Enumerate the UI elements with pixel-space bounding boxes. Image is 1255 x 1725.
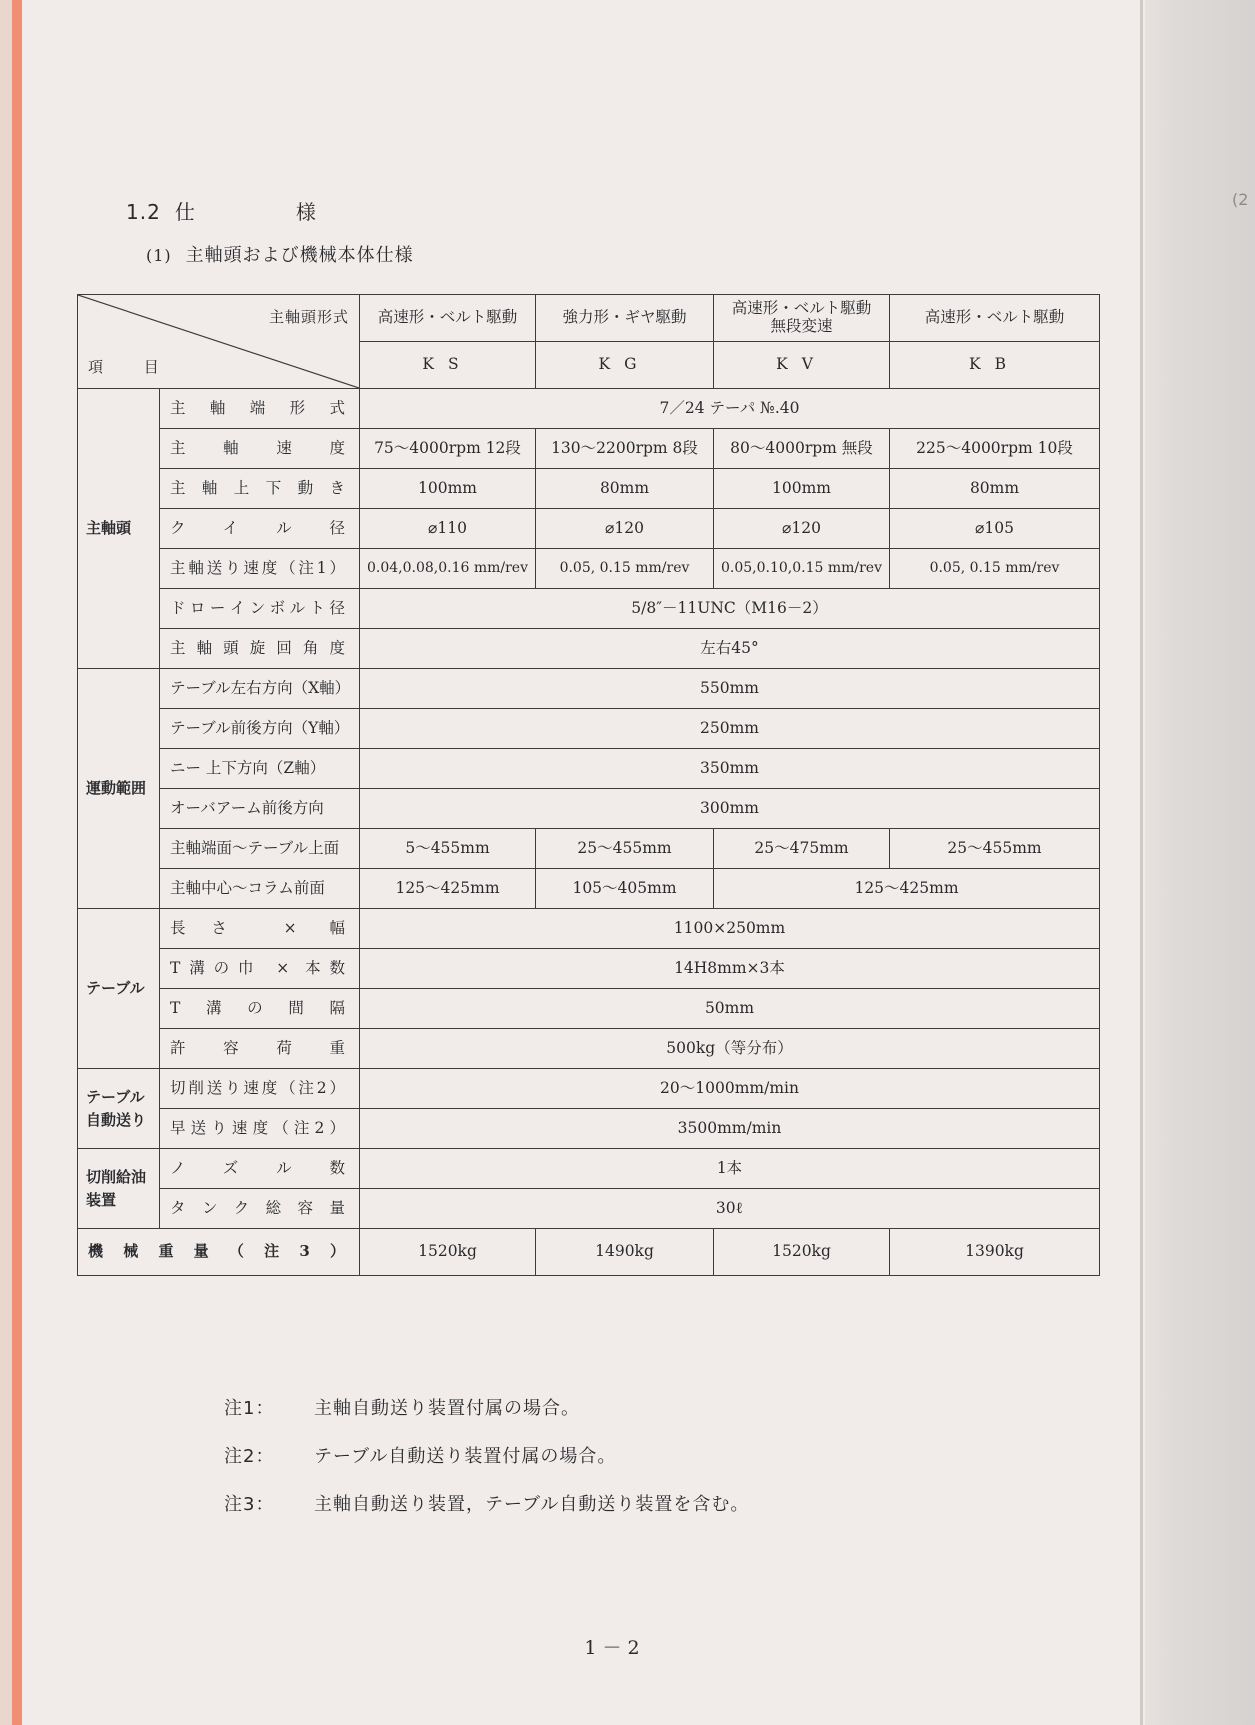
- row-value: 1490kg: [536, 1229, 714, 1276]
- code-kv: KV: [714, 342, 890, 389]
- table-row: [78, 749, 1100, 789]
- row-label: T溝の巾 × 本数: [160, 949, 360, 989]
- row-label: 主軸速度: [160, 429, 360, 469]
- row-label: 主軸中心～コラム前面: [160, 869, 360, 909]
- code-kg: KG: [536, 342, 714, 389]
- page-edge: [1140, 0, 1143, 1725]
- note-label: 注1：: [224, 1398, 275, 1419]
- table-row: [78, 429, 1100, 469]
- row-value: 550mm: [360, 669, 1100, 709]
- table-row: [78, 789, 1100, 829]
- row-value: 125～425mm: [714, 869, 1100, 909]
- table-row: [78, 1149, 1100, 1189]
- type-kg: 強力形・ギヤ駆動: [536, 295, 714, 342]
- binding-stripe: [12, 0, 22, 1725]
- row-label: タンク総容量: [160, 1189, 360, 1229]
- spec-table: [77, 294, 1100, 1276]
- subsection-number: (1): [146, 246, 172, 265]
- note-text: 主軸自動送り装置，テーブル自動送り装置を含む。: [314, 1494, 750, 1515]
- notes: [224, 1394, 749, 1538]
- type-kv: [714, 295, 890, 342]
- row-value: 0.05, 0.15 mm/rev: [890, 549, 1100, 589]
- row-value: 5/8″－11UNC（M16－2）: [360, 589, 1100, 629]
- row-label: ドローインボルト径: [160, 589, 360, 629]
- row-label: 主軸送り速度（注1）: [160, 549, 360, 589]
- table-row: [78, 469, 1100, 509]
- header-row-types: [78, 295, 1100, 342]
- code-kb: KB: [890, 342, 1100, 389]
- row-value: 1本: [360, 1149, 1100, 1189]
- table-row: [78, 589, 1100, 629]
- row-value: 左右45°: [360, 629, 1100, 669]
- row-value: 20～1000mm/min: [360, 1069, 1100, 1109]
- table-row: [78, 709, 1100, 749]
- row-value: 0.05,0.10,0.15 mm/rev: [714, 549, 890, 589]
- table-row: [78, 509, 1100, 549]
- table-row: [78, 629, 1100, 669]
- row-value: 300mm: [360, 789, 1100, 829]
- row-value: 80mm: [536, 469, 714, 509]
- row-label: 長さ × 幅: [160, 909, 360, 949]
- table-row: [78, 909, 1100, 949]
- section-title-b: 様: [295, 200, 317, 224]
- page-shadow: [1145, 0, 1255, 1725]
- table-row: [78, 1189, 1100, 1229]
- note-label: 注3：: [224, 1494, 275, 1515]
- row-value: 25～455mm: [890, 829, 1100, 869]
- table-row: [78, 989, 1100, 1029]
- note-2: [224, 1442, 749, 1490]
- section-number: 1.2: [126, 200, 161, 224]
- row-label: 主軸端形式: [160, 389, 360, 429]
- table-row: [78, 949, 1100, 989]
- group-spindle-head: 主軸頭: [78, 389, 160, 669]
- table-row: [78, 1069, 1100, 1109]
- row-value: 1390kg: [890, 1229, 1100, 1276]
- row-label: T溝の間隔: [160, 989, 360, 1029]
- note-1: [224, 1394, 749, 1442]
- row-value: 350mm: [360, 749, 1100, 789]
- row-label: 主軸端面～テーブル上面: [160, 829, 360, 869]
- table-row: [78, 389, 1100, 429]
- row-value: 50mm: [360, 989, 1100, 1029]
- row-value: 1520kg: [360, 1229, 536, 1276]
- row-value: 100mm: [714, 469, 890, 509]
- table-row: [78, 549, 1100, 589]
- note-text: テーブル自動送り装置付属の場合。: [314, 1446, 617, 1467]
- type-ks: 高速形・ベルト駆動: [360, 295, 536, 342]
- row-label: クイル径: [160, 509, 360, 549]
- row-label: 主軸上下動き: [160, 469, 360, 509]
- row-value: 25～475mm: [714, 829, 890, 869]
- row-value: 14H8mm×3本: [360, 949, 1100, 989]
- row-value: 25～455mm: [536, 829, 714, 869]
- row-value: 80～4000rpm 無段: [714, 429, 890, 469]
- row-value: 250mm: [360, 709, 1100, 749]
- margin-mark: (2: [1232, 190, 1249, 209]
- row-value: 105～405mm: [536, 869, 714, 909]
- row-label: テーブル前後方向（Y軸）: [160, 709, 360, 749]
- row-label: 機械重量（注3）: [78, 1229, 360, 1276]
- subsection-text: 主軸頭および機械本体仕様: [185, 245, 414, 266]
- header-type-label: 主軸頭形式: [268, 308, 349, 326]
- code-ks: KS: [360, 342, 536, 389]
- note-text: 主軸自動送り装置付属の場合。: [314, 1398, 580, 1419]
- subsection-title: [146, 241, 414, 267]
- table-row: [78, 869, 1100, 909]
- row-value: 500kg（等分布）: [360, 1029, 1100, 1069]
- group-coolant: 切削給油装置: [78, 1149, 160, 1229]
- group-auto-feed: テーブル自動送り: [78, 1069, 160, 1149]
- table-row: [78, 1229, 1100, 1276]
- row-label: 早送り速度（注2）: [160, 1109, 360, 1149]
- row-value: 80mm: [890, 469, 1100, 509]
- type-kb: 高速形・ベルト駆動: [890, 295, 1100, 342]
- row-value: 1520kg: [714, 1229, 890, 1276]
- table-row: [78, 1109, 1100, 1149]
- note-3: [224, 1490, 749, 1538]
- header-item-label: 項 目: [88, 357, 177, 376]
- type-kv-sublabel: 無段変速: [770, 317, 833, 335]
- row-value: ⌀120: [714, 509, 890, 549]
- section-title: [126, 196, 317, 225]
- table-row: [78, 829, 1100, 869]
- row-value: 30ℓ: [360, 1189, 1100, 1229]
- header-diagonal-cell: [78, 295, 360, 389]
- page-number: 1－2: [584, 1637, 646, 1659]
- row-value: 7／24 テーパ №.40: [360, 389, 1100, 429]
- group-table: テーブル: [78, 909, 160, 1069]
- row-value: 100mm: [360, 469, 536, 509]
- row-value: 0.04,0.08,0.16 mm/rev: [360, 549, 536, 589]
- row-label: オーバアーム前後方向: [160, 789, 360, 829]
- section-title-a: 仕: [174, 200, 196, 224]
- row-label: ニー 上下方向（Z軸）: [160, 749, 360, 789]
- row-label: テーブル左右方向（X軸）: [160, 669, 360, 709]
- row-value: ⌀120: [536, 509, 714, 549]
- row-value: 5～455mm: [360, 829, 536, 869]
- row-label: ノズル数: [160, 1149, 360, 1189]
- table-row: [78, 1029, 1100, 1069]
- group-range: 運動範囲: [78, 669, 160, 909]
- row-value: 125～425mm: [360, 869, 536, 909]
- row-value: 0.05, 0.15 mm/rev: [536, 549, 714, 589]
- row-value: 130～2200rpm 8段: [536, 429, 714, 469]
- row-label: 許容荷重: [160, 1029, 360, 1069]
- row-value: 225～4000rpm 10段: [890, 429, 1100, 469]
- row-value: 3500mm/min: [360, 1109, 1100, 1149]
- row-label: 主軸頭旋回角度: [160, 629, 360, 669]
- row-value: ⌀110: [360, 509, 536, 549]
- note-label: 注2：: [224, 1446, 275, 1467]
- type-kv-label: 高速形・ベルト駆動: [731, 299, 872, 318]
- table-row: [78, 669, 1100, 709]
- row-value: 75～4000rpm 12段: [360, 429, 536, 469]
- row-value: ⌀105: [890, 509, 1100, 549]
- row-label: 切削送り速度（注2）: [160, 1069, 360, 1109]
- row-value: 1100×250mm: [360, 909, 1100, 949]
